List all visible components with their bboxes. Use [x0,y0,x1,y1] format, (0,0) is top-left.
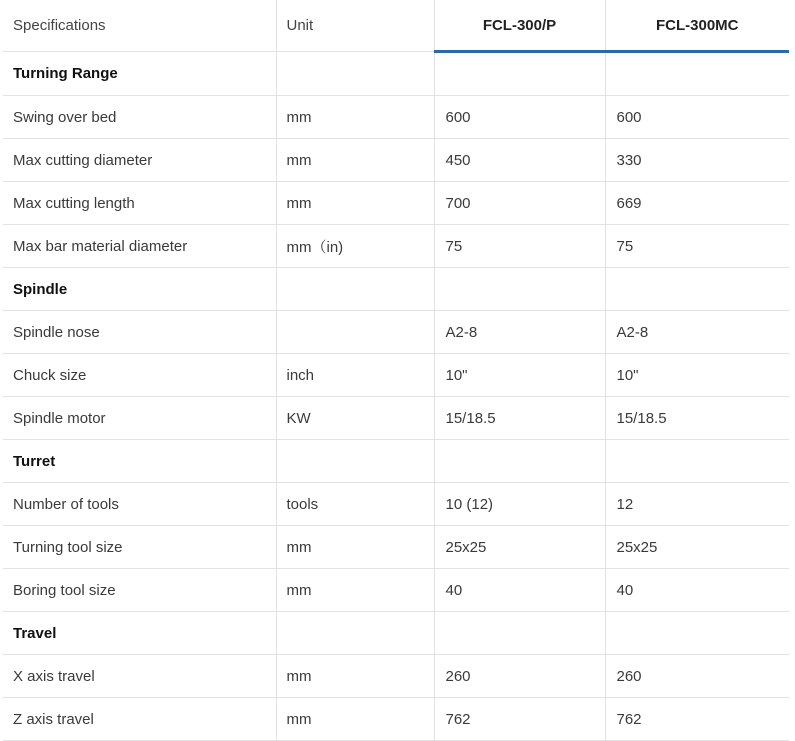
table-row [3,397,789,440]
table-row [3,526,789,569]
section-value-cell [605,52,789,96]
spec-label: Turning tool size [3,526,276,569]
spec-label: Boring tool size [3,569,276,612]
table-row [3,225,789,268]
spec-unit: mm [276,526,434,569]
table-body [3,52,789,741]
spec-value-fcl-300p: 10 (12) [434,483,605,526]
section-unit-cell [276,440,434,483]
spec-unit [276,311,434,354]
spec-unit: tools [276,483,434,526]
spec-value-fcl-300mc: 25x25 [605,526,789,569]
table-row [3,483,789,526]
spec-label: Max bar material diameter [3,225,276,268]
spec-unit: mm [276,698,434,741]
table-header [3,0,789,52]
spec-value-fcl-300p: 40 [434,569,605,612]
section-value-cell [605,268,789,311]
spec-value-fcl-300p: 260 [434,655,605,698]
spec-value-fcl-300mc: 10" [605,354,789,397]
header-specifications: Specifications [3,0,276,52]
section-value-cell [434,52,605,96]
spec-label: Spindle nose [3,311,276,354]
spec-value-fcl-300p: 700 [434,182,605,225]
section-row [3,612,789,655]
section-unit-cell [276,52,434,96]
header-row [3,0,789,52]
header-unit: Unit [276,0,434,52]
spec-value-fcl-300mc: 40 [605,569,789,612]
spec-unit: mm [276,569,434,612]
spec-label: X axis travel [3,655,276,698]
spec-value-fcl-300mc: A2-8 [605,311,789,354]
section-value-cell [605,612,789,655]
spec-unit: mm（in) [276,225,434,268]
spec-value-fcl-300p: 75 [434,225,605,268]
spec-value-fcl-300p: 450 [434,139,605,182]
spec-unit: inch [276,354,434,397]
spec-value-fcl-300mc: 762 [605,698,789,741]
spec-value-fcl-300mc: 12 [605,483,789,526]
spec-value-fcl-300p: A2-8 [434,311,605,354]
spec-label: Spindle motor [3,397,276,440]
table-row [3,139,789,182]
spec-value-fcl-300p: 762 [434,698,605,741]
spec-unit: mm [276,139,434,182]
table-row [3,182,789,225]
spec-unit: mm [276,182,434,225]
table-row [3,311,789,354]
spec-value-fcl-300p: 10" [434,354,605,397]
spec-value-fcl-300p: 25x25 [434,526,605,569]
section-value-cell [605,440,789,483]
section-title: Turning Range [3,52,276,96]
section-value-cell [434,440,605,483]
spec-value-fcl-300mc: 75 [605,225,789,268]
section-value-cell [434,612,605,655]
specifications-table [3,0,789,741]
section-title: Travel [3,612,276,655]
spec-label: Max cutting length [3,182,276,225]
spec-label: Max cutting diameter [3,139,276,182]
spec-value-fcl-300mc: 669 [605,182,789,225]
table-row [3,655,789,698]
spec-unit: mm [276,96,434,139]
section-row [3,440,789,483]
spec-label: Chuck size [3,354,276,397]
spec-unit: KW [276,397,434,440]
table-row [3,96,789,139]
section-title: Turret [3,440,276,483]
section-unit-cell [276,612,434,655]
spec-value-fcl-300mc: 600 [605,96,789,139]
section-unit-cell [276,268,434,311]
spec-unit: mm [276,655,434,698]
table-row [3,569,789,612]
section-title: Spindle [3,268,276,311]
table-row [3,698,789,741]
spec-value-fcl-300p: 600 [434,96,605,139]
spec-value-fcl-300mc: 260 [605,655,789,698]
section-row [3,268,789,311]
spec-label: Swing over bed [3,96,276,139]
spec-value-fcl-300mc: 330 [605,139,789,182]
header-model-fcl-300mc: FCL-300MC [605,0,789,52]
section-row [3,52,789,96]
spec-label: Number of tools [3,483,276,526]
spec-label: Z axis travel [3,698,276,741]
table-row [3,354,789,397]
spec-value-fcl-300mc: 15/18.5 [605,397,789,440]
header-model-fcl-300p: FCL-300/P [434,0,605,52]
section-value-cell [434,268,605,311]
spec-value-fcl-300p: 15/18.5 [434,397,605,440]
